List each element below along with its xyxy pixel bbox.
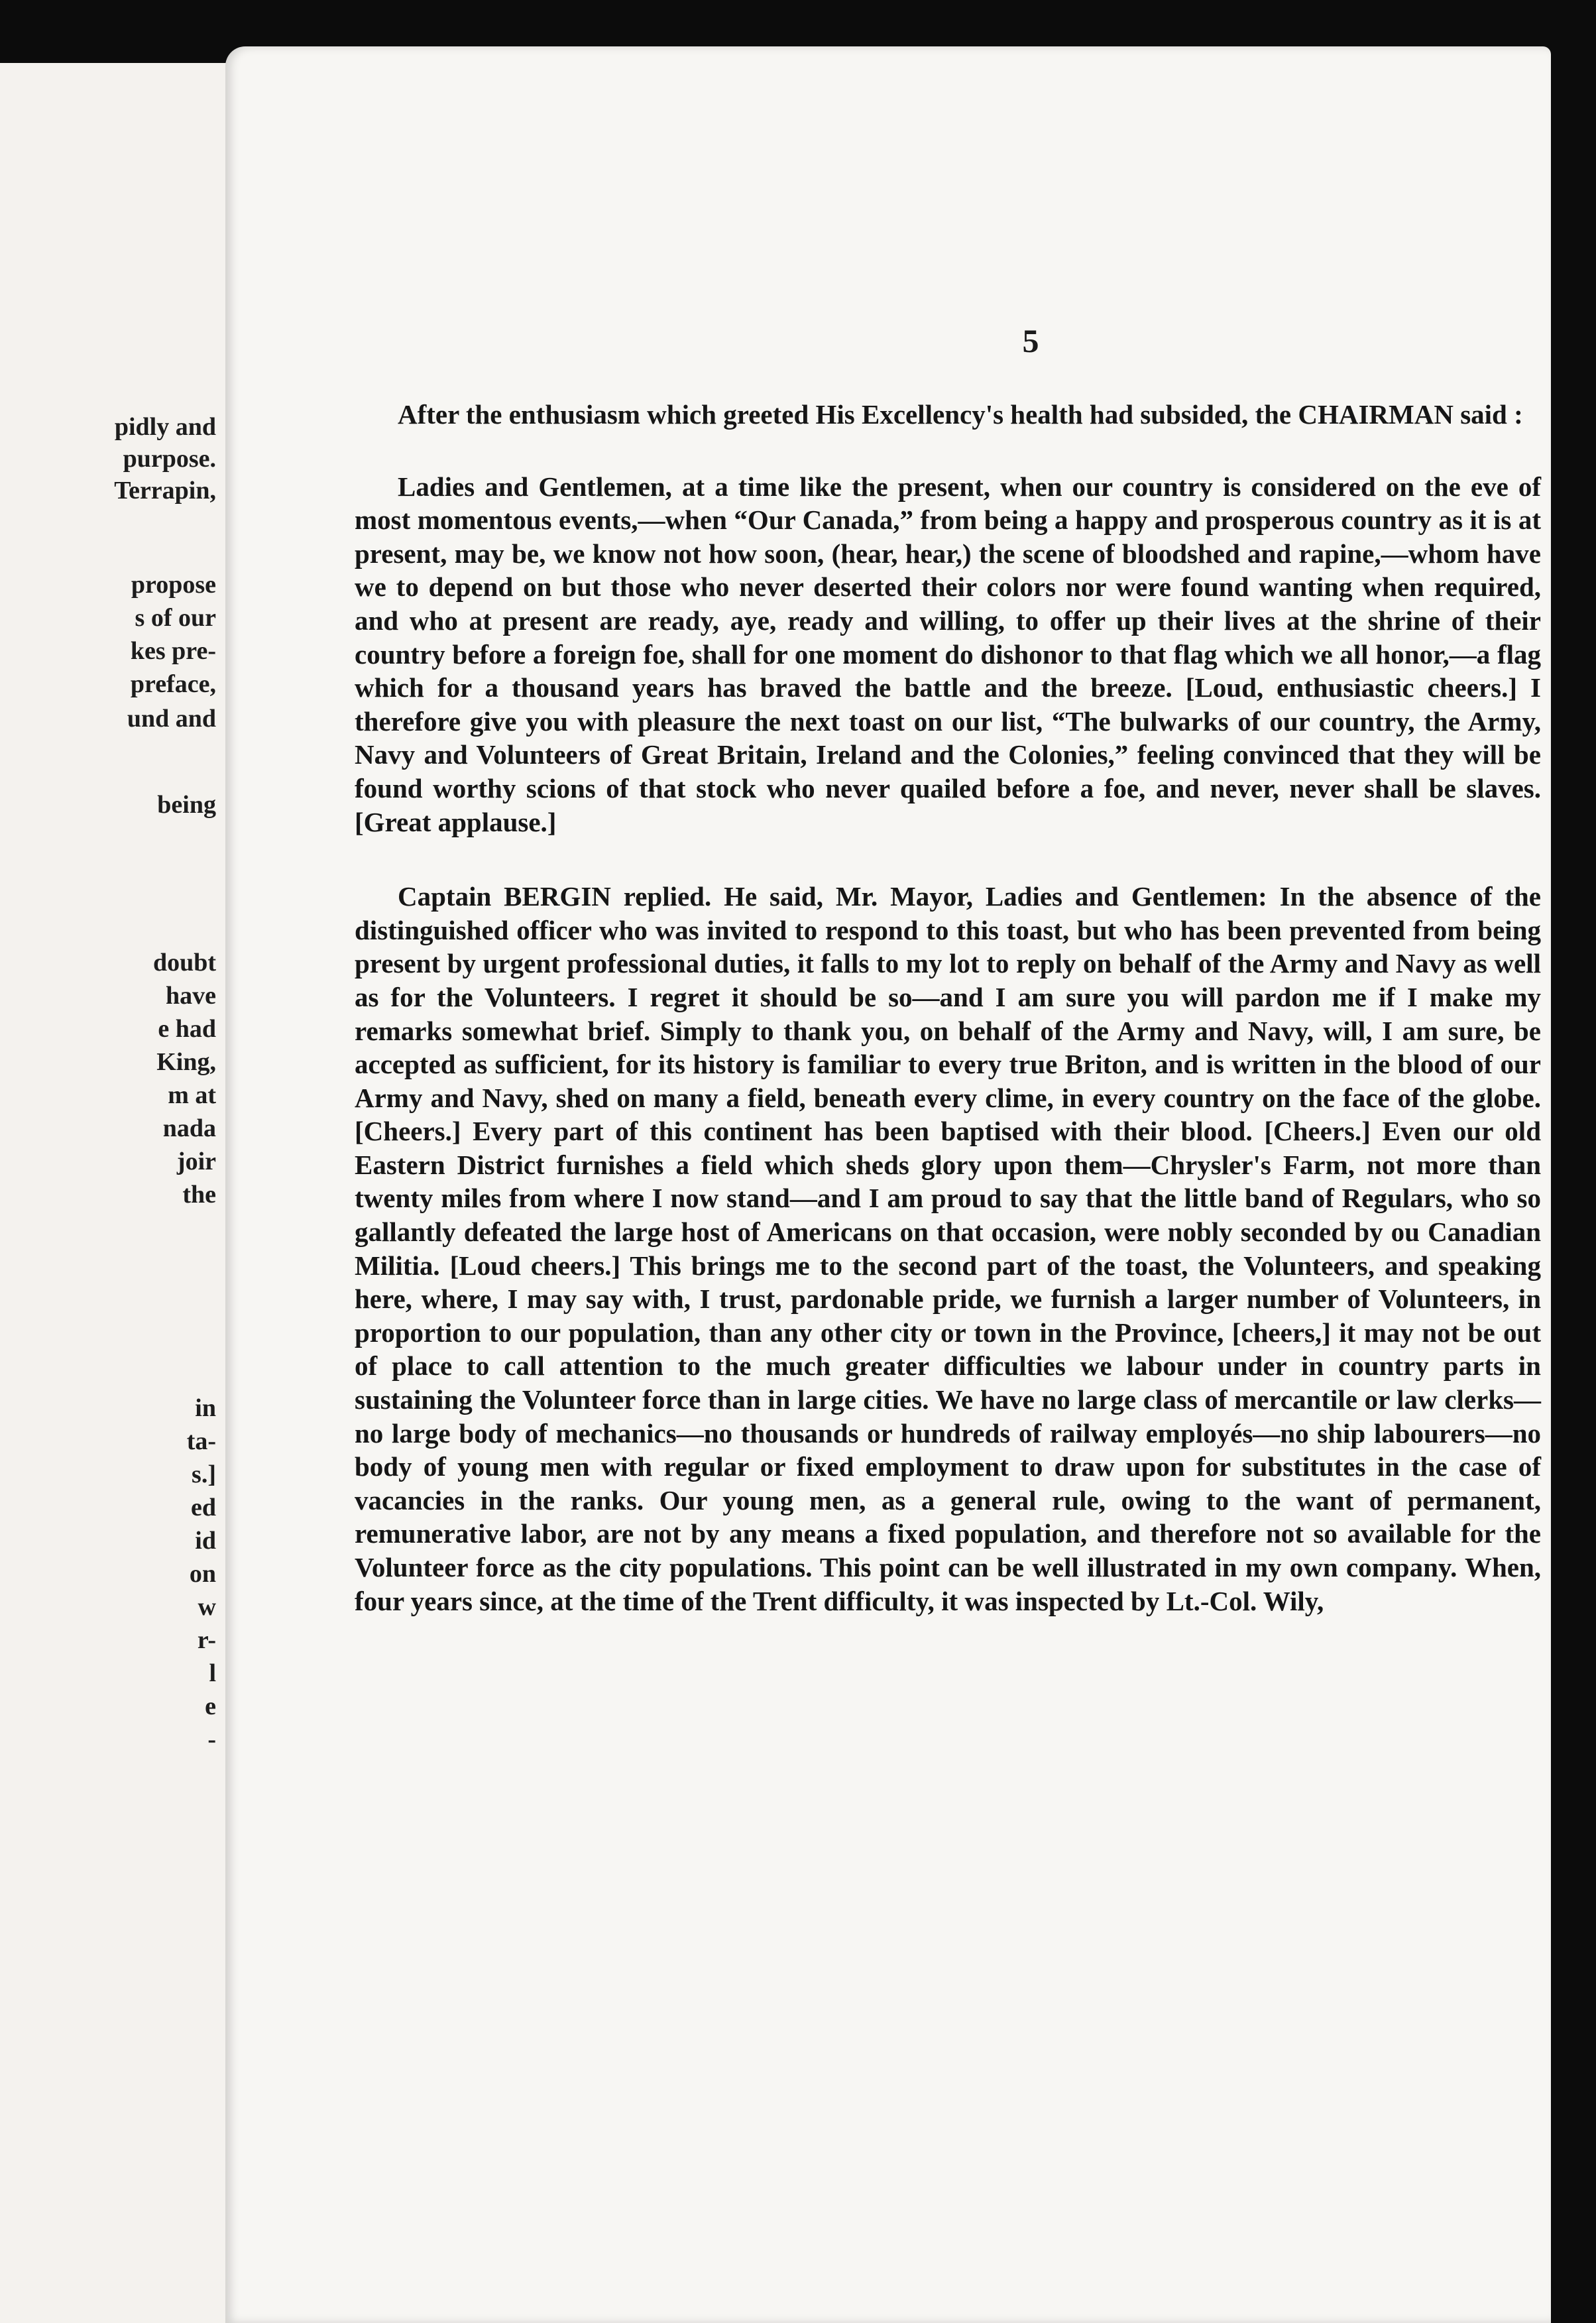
- facing-page-text-fragment: id: [195, 1527, 216, 1555]
- facing-page-text-fragment: kes pre-: [130, 637, 216, 665]
- facing-page-text-fragment: e had: [158, 1015, 216, 1043]
- facing-page-text-fragment: e: [205, 1693, 216, 1720]
- facing-page-text-fragment: s of our: [135, 604, 216, 632]
- facing-page-text-fragment: have: [166, 982, 216, 1010]
- facing-page-text-fragment: -: [207, 1726, 216, 1754]
- facing-page-text-fragment: being: [157, 791, 216, 819]
- facing-page-text-fragment: l: [209, 1659, 216, 1687]
- facing-page-text-fragment: Terrapin,: [114, 477, 216, 505]
- book-page: [225, 46, 1551, 2323]
- facing-page-text-fragment: in: [195, 1394, 216, 1422]
- intro-paragraph: After the enthusiasm which greeted His Excellency's health had subsided, the CHAIRMAN said :: [398, 399, 1523, 430]
- facing-page-text-fragment: ed: [191, 1494, 216, 1521]
- chairman-speech-paragraph: Ladies and Gentlemen, at a time like the present, when our country is considered on the eve of most momentous events,—when “Our Canada,” from being a happy and prosperous country as it is at present, may be, we know not how soon, (hear, hear,) the scene of bloodshed and rapine,—whom have we to depend on but those who never deserted their colors nor were found wanting when required, and who at present are ready, aye, ready and willing, to offer up their lives at the shrine of their country before a foreign foe, shall for one moment do dishonor to that flag which we all honor,—a flag which for a thousand years has braved the battle and the breeze. [Loud, enthusiastic cheers.] I therefore give you with pleasure the next toast on our list, “The bulwarks of our country, the Army, Navy and Volunteers of Great Britain, Ireland and the Colonies,” feeling convinced that they will be found worthy scions of that stock who never quailed before a foe, and never, never shall be slaves. [Great applause.]: [355, 471, 1541, 837]
- facing-page-text-fragment: joir: [176, 1148, 216, 1175]
- facing-page-text-fragment: ta-: [186, 1427, 216, 1455]
- facing-page-text-fragment: m at: [168, 1081, 216, 1109]
- facing-page-fragment: [0, 63, 233, 2323]
- facing-page-text-fragment: purpose.: [123, 445, 216, 473]
- facing-page-text-fragment: propose: [131, 571, 216, 599]
- facing-page-text-fragment: r-: [197, 1626, 216, 1654]
- facing-page-text-fragment: King,: [156, 1048, 216, 1076]
- page-number: 5: [1022, 322, 1039, 359]
- facing-page-text-fragment: und and: [127, 705, 216, 733]
- facing-page-text-fragment: the: [182, 1181, 216, 1209]
- facing-page-text-fragment: nada: [162, 1114, 216, 1142]
- facing-page-text-fragment: s.]: [192, 1460, 216, 1488]
- facing-page-text-fragment: w: [198, 1593, 216, 1621]
- facing-page-text-fragment: doubt: [152, 949, 216, 977]
- bergin-reply-paragraph: Captain BERGIN replied. He said, Mr. Mayor, Ladies and Gentlemen: In the absence of the distinguished officer who was invited to respond to this toast, but who has been prevented from being present by urgent professional duties, it falls to my lot to reply on behalf of the Army and Navy as well as for the Volunteers. I regret it should be so—and I am sure you will pardon me if I make my remarks somewhat brief. Simply to thank you, on behalf of the Army and Navy, will, I am sure, be accepted as sufficient, for its history is familiar to every true Briton, and is written in the blood of our Army and Navy, shed on many a field, beneath every clime, in every country on the face of the globe. [Cheers.] Every part of this continent has been baptised with their blood. [Cheers.] Even our old Eastern District furnishes a field which sheds glory upon them—Chrysler's Farm, not more than twenty miles from where I now stand—and I am proud to say that the little band of Regulars, who so gallantly defeated the large host of Americans on that occasion, were nobly seconded by ou Canadian Militia. [Loud cheers.] This brings me to the second part of the toast, the Volunteers, and speaking here, where, I may say with, I trust, pardonable pride, we furnish a larger number of Volunteers, in proportion to our population, than any other city or town in the Province, [cheers,] it may not be out of place to call attention to the much greater difficulties we labour under in country parts in sustaining the Volunteer force than in large cities. We have no large class of mercantile or law clerks—no large body of mechanics—no thousands or hundreds of railway employés—no ship labourers—no body of young men with regular or fixed employment to draw upon for substitutes in the case of vacancies in the ranks. Our young men, as a general rule, owing to the want of permanent, remunerative labor, are not by any means a fixed population, and therefore not so available for the Volunteer force as the city populations. This point can be well illustrated in my own company. When, four years since, at the time of the Trent difficulty, it was inspected by Lt.-Col. Wily,: [355, 881, 1541, 1616]
- facing-page-text-fragment: pidly and: [114, 413, 216, 441]
- facing-page-text-fragment: preface,: [130, 670, 216, 698]
- page-text: [355, 398, 1541, 1618]
- facing-page-text-fragment: on: [189, 1560, 216, 1588]
